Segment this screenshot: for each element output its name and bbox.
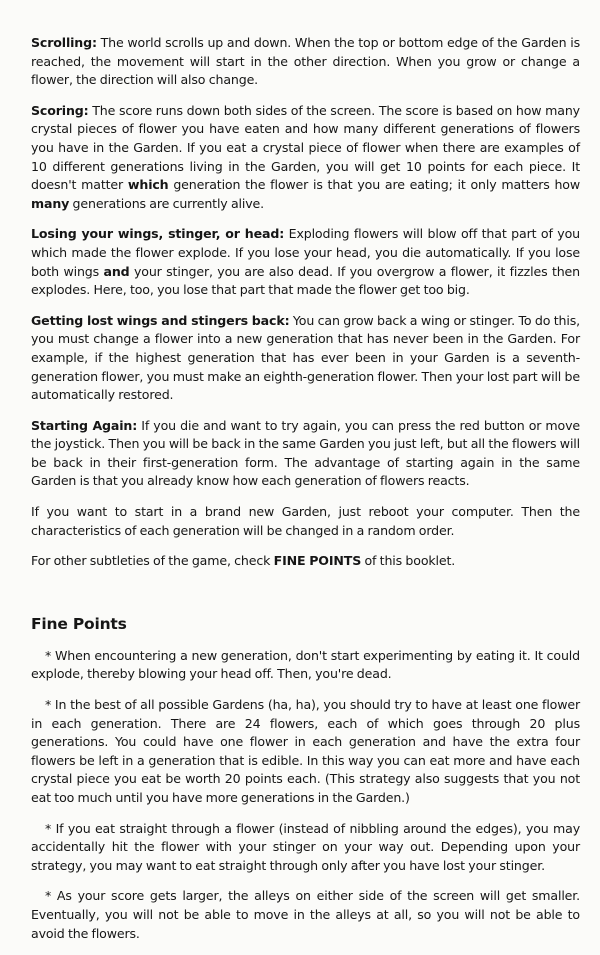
heading-getting-back: Getting lost wings and stingers back: xyxy=(31,312,290,328)
emphasis-and: and xyxy=(103,263,130,279)
fine-point-4: * As your score gets larger, the alleys on either side of the screen will get smaller. Eventually, you will not be able to move in the alleys at all, so you will not be able to avoid the flowers. xyxy=(31,888,580,941)
heading-starting-again: Starting Again: xyxy=(31,417,138,433)
emphasis-which: which xyxy=(127,177,169,193)
text-getting-back: You can grow back a wing or stinger. To do this, you must change a flower into a new generation that has never been in the Garden. For example, if the highest generation that has ever been in your Garden is a seventh-generation flower, you must make an eighth-generation flower. Then your lost part will be automatically restored. xyxy=(31,312,580,403)
text-subtleties-2: of this booklet. xyxy=(361,553,456,569)
emphasis-many: many xyxy=(31,195,70,211)
text-subtleties-1: For other subtleties of the game, check xyxy=(31,553,274,569)
text-starting-again: If you die and want to try again, you can press the red button or move the joystick. Then you will be back in the same Garden you just left, but all the flowers will be back in their first-generation form. The advantage of starting again in the same Garden is that you already know how each generation of flowers reacts. xyxy=(31,417,580,489)
text-scoring-1: The score runs down both sides of the screen. The score is based on how many crystal pieces of flower you have eaten and how many different generations of flowers you have in the Garden. If you eat a crystal piece of flower when there are examples of 10 different generations living in the Garden, you will get 10 points for each piece. It doesn't matter xyxy=(31,102,580,193)
paragraph-starting-again xyxy=(31,417,580,491)
paragraph-getting-back xyxy=(31,312,580,405)
section-title-fine-points: Fine Points xyxy=(31,614,127,633)
fine-point-1: * When encountering a new generation, don't start experimenting by eating it. It could explode, thereby blowing your head off. Then, you're dead. xyxy=(31,647,580,682)
text-scrolling: The world scrolls up and down. When the top or bottom edge of the Garden is reached, the movement will start in the other direction. When you grow or change a flower, the direction will also change. xyxy=(31,35,580,88)
text-scoring-3: generations are currently alive. xyxy=(69,195,264,211)
booklet-page xyxy=(31,34,580,955)
text-losing-1: Exploding flowers will blow off that part of you which made the flower explode. If you lose your head, you die automatically. If you lose both wings xyxy=(31,226,580,279)
fine-point-3: * If you eat straight through a flower (instead of nibbling around the edges), you may accidentally hit the flower with your stinger on your way out. Depending upon your strategy, you may want to eat straight through only after you have lost your stinger. xyxy=(31,820,580,873)
paragraph-new-garden: If you want to start in a brand new Garden, just reboot your computer. Then the characteristics of each generation will be changed in a random order. xyxy=(31,504,580,538)
paragraph-scrolling xyxy=(31,34,580,90)
heading-scoring: Scoring: xyxy=(31,102,89,118)
heading-scrolling: Scrolling: xyxy=(31,35,97,50)
fine-point-2: * In the best of all possible Gardens (ha, ha), you should try to have at least one flower in each generation. There are 24 flowers, each of which goes through 20 plus generations. You could have one flower in each generation and have the extra four flowers be left in a generation that is edible. In this way you can eat more and have each crystal piece you eat be worth 20 points each. (This strategy also suggests that you not eat too much until you have more generations in the Garden.) xyxy=(31,697,580,805)
text-scoring-2: generation the flower is that you are eating; it only matters how xyxy=(168,177,580,193)
heading-losing: Losing your wings, stinger, or head: xyxy=(31,226,285,242)
paragraph-subtleties xyxy=(31,552,580,571)
paragraph-losing xyxy=(31,225,580,299)
paragraph-scoring xyxy=(31,102,580,214)
text-losing-2: your stinger, you are also dead. If you overgrow a flower, it fizzles then explodes. Here, too, you lose that part that made the flower get too big. xyxy=(31,263,580,298)
emphasis-fine-points: FINE POINTS xyxy=(273,553,362,569)
